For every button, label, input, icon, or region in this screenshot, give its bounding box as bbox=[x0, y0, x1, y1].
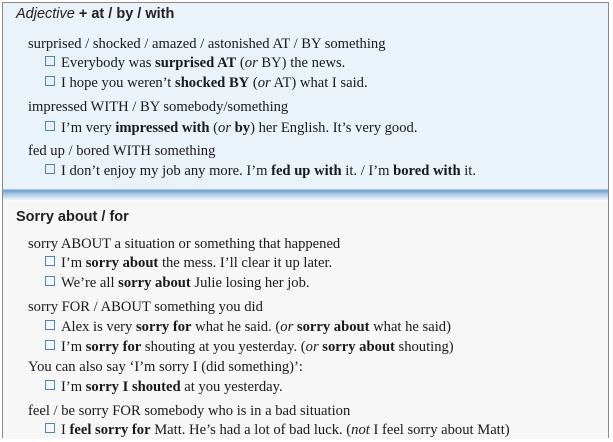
checkbox-square-icon bbox=[45, 276, 55, 286]
example-alex: Alex is very sorry for what he said. (or sorry about what he said) bbox=[45, 319, 451, 336]
example-sorry-mess: I’m sorry about the mess. I’ll clear it up later. bbox=[45, 255, 332, 272]
pattern-sorry-for: sorry FOR / ABOUT something you did bbox=[28, 299, 263, 315]
grammar-panel bbox=[2, 2, 609, 438]
section-adjective-prepositions bbox=[3, 3, 608, 189]
section1-heading: Adjective + at / by / with bbox=[16, 6, 175, 22]
checkbox-square-icon bbox=[45, 56, 55, 66]
pattern-fed-up: fed up / bored WITH something bbox=[28, 143, 216, 159]
section2-heading: Sorry about / for bbox=[16, 209, 129, 225]
example-surprised: Everybody was surprised AT (or BY) the news. bbox=[45, 55, 345, 72]
pattern-impressed: impressed WITH / BY somebody/something bbox=[28, 99, 289, 115]
checkbox-square-icon bbox=[45, 121, 55, 131]
checkbox-square-icon bbox=[45, 76, 55, 86]
example-shocked: I hope you weren’t shocked BY (or AT) what I said. bbox=[45, 75, 368, 92]
checkbox-square-icon bbox=[45, 256, 55, 266]
pattern-sorry-about: sorry ABOUT a situation or something that happened bbox=[28, 236, 341, 252]
checkbox-square-icon bbox=[45, 340, 55, 350]
example-matt: I feel sorry for Matt. He’s had a lot of bad luck. (not I feel sorry about Matt) bbox=[45, 422, 510, 439]
pattern-surprised: surprised / shocked / amazed / astonished AT / BY something bbox=[28, 36, 386, 52]
checkbox-square-icon bbox=[45, 380, 55, 390]
example-sorry-julie: We’re all sorry about Julie losing her job. bbox=[45, 275, 310, 292]
section-sorry-about-for bbox=[3, 201, 608, 439]
note-also-say: You can also say ‘I’m sorry I (did something)’: bbox=[28, 359, 303, 375]
section-divider bbox=[3, 189, 608, 201]
pattern-feel-sorry: feel / be sorry FOR somebody who is in a bad situation bbox=[28, 403, 351, 419]
example-impressed: I’m very impressed with (or by) her English. It’s very good. bbox=[45, 120, 417, 137]
example-sorry-shouted: I’m sorry I shouted at you yesterday. bbox=[45, 379, 283, 396]
checkbox-square-icon bbox=[45, 320, 55, 330]
example-shouting: I’m sorry for shouting at you yesterday. (or sorry about shouting) bbox=[45, 339, 454, 356]
example-fed-up: I don’t enjoy my job any more. I’m fed up with it. / I’m bored with it. bbox=[45, 163, 476, 180]
checkbox-square-icon bbox=[45, 164, 55, 174]
checkbox-square-icon bbox=[45, 423, 55, 433]
